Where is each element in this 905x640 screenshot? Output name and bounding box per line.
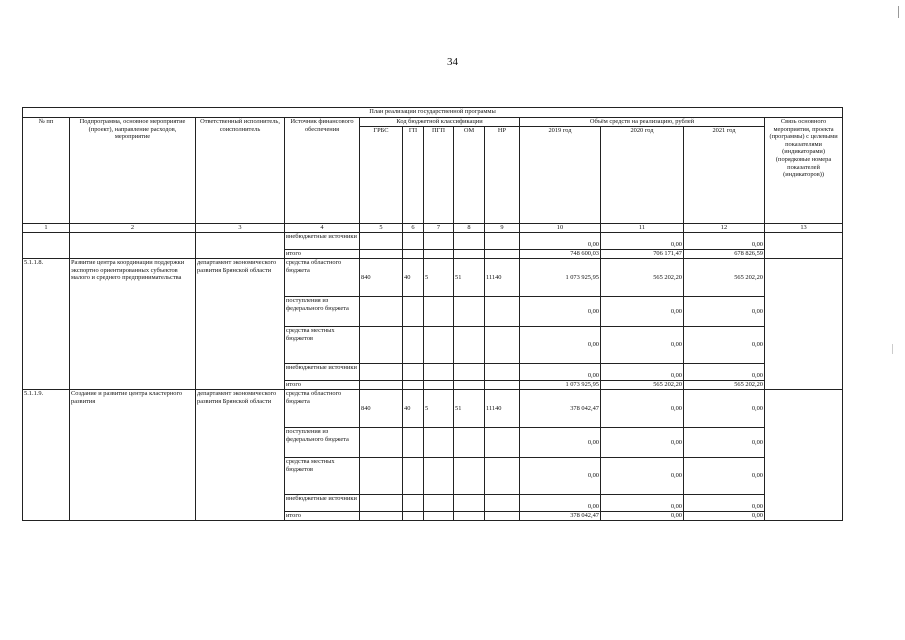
value-2019: 0,00 [520, 364, 601, 381]
header-subprogram: Подпрограмма, основное мероприятие (проект), направление расходов, мероприятие [70, 118, 196, 224]
value-2019: 0,00 [520, 327, 601, 364]
source-cell: итого [285, 512, 360, 521]
header-2021: 2021 год [684, 127, 765, 224]
item-name: Развитие центра координации поддержки экспортно ориентированных субъектов малого и среднего предпринимательства [70, 259, 196, 390]
header-link: Связь основного мероприятия, проекта (программы) с целевыми показателями (индикаторами) (порядковые номера показателей (индикаторов)) [765, 118, 843, 224]
header-nr: НР [485, 127, 520, 224]
table-row [23, 390, 843, 428]
code-nr: 11140 [485, 259, 520, 297]
value-2019: 748 600,03 [520, 250, 601, 259]
header-pgp: ПГП [424, 127, 454, 224]
source-cell: итого [285, 381, 360, 390]
source-cell: внебюджетные источники [285, 364, 360, 381]
code-pgp: 5 [424, 390, 454, 428]
value-2021: 0,00 [684, 364, 765, 381]
code-grbs: 840 [360, 390, 403, 428]
value-2020: 0,00 [601, 297, 684, 327]
value-2021: 0,00 [684, 512, 765, 521]
source-cell: внебюджетные источники [285, 233, 360, 250]
code-nr: 11140 [485, 390, 520, 428]
source-cell: поступления из федерального бюджета [285, 428, 360, 458]
value-2020: 0,00 [601, 327, 684, 364]
table-row [23, 259, 843, 297]
header-gp: ГП [403, 127, 424, 224]
source-cell: внебюджетные источники [285, 495, 360, 512]
source-cell: поступления из федерального бюджета [285, 297, 360, 327]
value-2019: 0,00 [520, 495, 601, 512]
value-2020: 706 171,47 [601, 250, 684, 259]
value-2020: 0,00 [601, 390, 684, 428]
value-2021: 0,00 [684, 327, 765, 364]
plan-table [22, 107, 843, 521]
header-2019: 2019 год [520, 127, 601, 224]
header-budget-code: Код бюджетной классификации [360, 118, 520, 127]
column-number: 11 [601, 224, 684, 233]
value-2019: 0,00 [520, 428, 601, 458]
value-2021: 0,00 [684, 297, 765, 327]
column-number: 10 [520, 224, 601, 233]
item-number: 5.1.1.9. [23, 390, 70, 521]
code-om: 51 [454, 390, 485, 428]
value-2019: 0,00 [520, 233, 601, 250]
item-name: Создание и развитие центра кластерного развития [70, 390, 196, 521]
header-2020: 2020 год [601, 127, 684, 224]
code-om: 51 [454, 259, 485, 297]
value-2021: 678 826,59 [684, 250, 765, 259]
value-2021: 0,00 [684, 495, 765, 512]
value-2019: 0,00 [520, 297, 601, 327]
value-2020: 565 202,20 [601, 381, 684, 390]
item-responsible: департамент экономического развития Брянской области [196, 390, 285, 521]
header-volume: Объём средств на реализацию, рублей [520, 118, 765, 127]
header-responsible: Ответственный исполнитель, соисполнитель [196, 118, 285, 224]
value-2020: 0,00 [601, 495, 684, 512]
page-number: 34 [447, 56, 458, 68]
scan-edge-mark [898, 6, 899, 18]
value-2020: 0,00 [601, 458, 684, 495]
item-responsible: департамент экономического развития Брянской области [196, 259, 285, 390]
value-2021: 0,00 [684, 233, 765, 250]
value-2021: 0,00 [684, 458, 765, 495]
source-cell: итого [285, 250, 360, 259]
source-cell: средства местных бюджетов [285, 458, 360, 495]
column-number: 8 [454, 224, 485, 233]
scan-edge-mark [892, 344, 893, 354]
column-number: 12 [684, 224, 765, 233]
table-title: План реализации государственной программы [23, 108, 843, 118]
table-row [23, 233, 843, 250]
code-gp: 40 [403, 259, 424, 297]
code-grbs: 840 [360, 259, 403, 297]
header-source: Источник финансового обеспечения [285, 118, 360, 224]
value-2019: 378 042,47 [520, 512, 601, 521]
header-grbs: ГРБС [360, 127, 403, 224]
column-number: 5 [360, 224, 403, 233]
column-number: 2 [70, 224, 196, 233]
value-2021: 565 202,20 [684, 381, 765, 390]
value-2021: 565 202,20 [684, 259, 765, 297]
value-2020: 0,00 [601, 512, 684, 521]
code-gp: 40 [403, 390, 424, 428]
column-number: 3 [196, 224, 285, 233]
value-2019: 0,00 [520, 458, 601, 495]
column-number: 4 [285, 224, 360, 233]
source-cell: средства областного бюджета [285, 390, 360, 428]
column-number: 1 [23, 224, 70, 233]
value-2020: 0,00 [601, 364, 684, 381]
source-cell: средства областного бюджета [285, 259, 360, 297]
item-number: 5.1.1.8. [23, 259, 70, 390]
source-cell: средства местных бюджетов [285, 327, 360, 364]
value-2019: 1 073 925,95 [520, 381, 601, 390]
header-num: № пп [23, 118, 70, 224]
value-2020: 0,00 [601, 428, 684, 458]
column-number: 7 [424, 224, 454, 233]
code-pgp: 5 [424, 259, 454, 297]
column-number: 9 [485, 224, 520, 233]
column-number: 13 [765, 224, 843, 233]
value-2019: 1 073 925,95 [520, 259, 601, 297]
value-2020: 565 202,20 [601, 259, 684, 297]
column-number: 6 [403, 224, 424, 233]
value-2021: 0,00 [684, 390, 765, 428]
value-2021: 0,00 [684, 428, 765, 458]
value-2020: 0,00 [601, 233, 684, 250]
column-number-row [23, 224, 843, 233]
header-om: ОМ [454, 127, 485, 224]
value-2019: 378 042,47 [520, 390, 601, 428]
